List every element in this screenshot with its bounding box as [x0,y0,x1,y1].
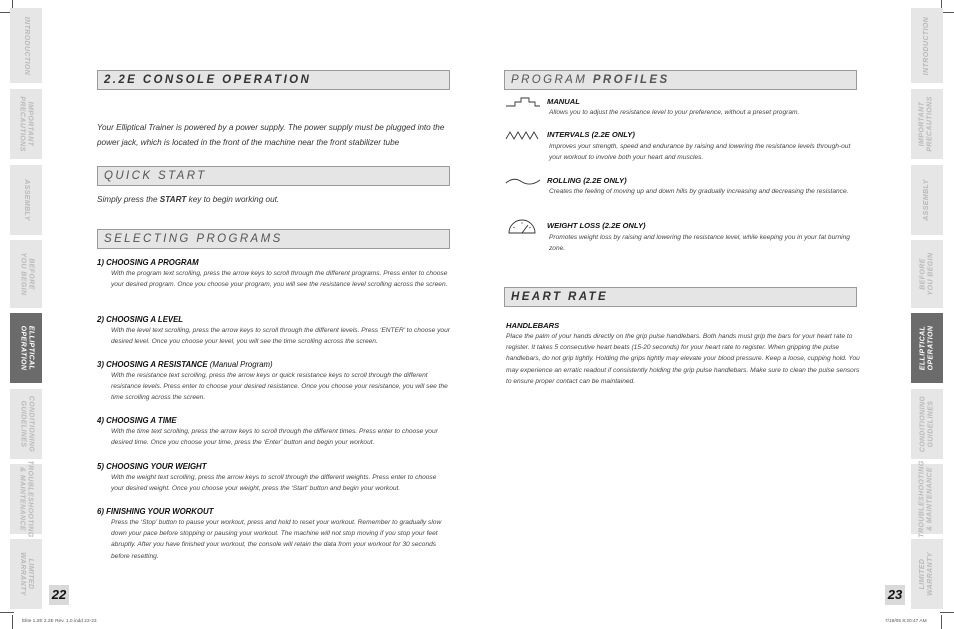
tab-label: LIMITED WARRANTY [919,552,934,596]
step-body-choosing-level: With the level text scrolling, press the arrow keys to scroll through the different levels. Press ‘ENTER’ to choose your desired level. Once you choose your level, you will see the time scrolling across the screen. [111,327,450,346]
tab-label: IMPORTANT PRECAUTIONS [19,96,35,152]
step-title-choosing-time: 4) CHOOSING A TIME [97,416,177,425]
profile-title-rolling: ROLLING (2.2E ONLY) [547,176,627,185]
left-tab-limited-warranty[interactable] [10,539,42,609]
tab-label: TROUBLESHOOTING & MAINTENANCE [919,460,935,538]
section-title-quick-start: QUICK START [97,166,450,186]
tab-label: ELLIPTICAL OPERATION [19,325,35,371]
start-key-label: START [159,195,187,204]
crop-mark [12,615,13,629]
step-title-choosing-level: 2) CHOOSING A LEVEL [97,315,184,324]
section-title-program-profiles [504,70,857,90]
tab-label: CONDITIONING GUIDELINES [19,395,34,453]
crop-mark [940,612,954,613]
step-title-finishing-workout: 6) FINISHING YOUR WORKOUT [97,507,214,516]
footer-file-info: Elite 1.2E 2.2E Rev. 1.0.indd 22-23 [22,619,97,624]
step-title-text: 3) CHOOSING A RESISTANCE [97,360,208,369]
right-tab-elliptical-operation[interactable] [911,313,943,383]
left-tab-introduction[interactable] [10,8,42,83]
step-title-choosing-weight: 5) CHOOSING YOUR WEIGHT [97,462,207,471]
heart-rate-body: Place the palm of your hands directly on the grip pulse handlebars. Both hands must grip the bars for your heart rate to register. It takes 5 consecutive heart beats (15-20 seconds) for your heart rate to register. When gripping the pulse handlebars, do not grip tightly. Holding the grips tightly may elevate your blood pressure. Keep a loose, cupping hold. You may experience an erratic readout if consistently holding the grip pulse handlebars. Make sure to clean the pulse sensors to ensure proper contact can be maintained. [506,333,860,385]
profile-title-manual: MANUAL [547,97,580,106]
left-tab-before-you-begin[interactable] [10,240,42,308]
tab-label: INTRODUCTION [23,16,30,75]
step-title-choosing-program: 1) CHOOSING A PROGRAM [97,258,199,267]
right-tab-introduction[interactable] [911,8,943,83]
rolling-profile-icon [505,175,541,187]
quick-start-text-before: Simply press the [97,195,160,204]
crop-mark [941,615,942,629]
right-tab-before-you-begin[interactable] [911,240,943,308]
program-profiles-title-bold: PROFILES [592,74,670,86]
heart-rate-subtitle-handlebars: HANDLEBARS [506,321,560,330]
step-body-finishing-workout: Press the ‘Stop’ button to pause your workout, press and hold to reset your workout. Remember to gradually slow down your pace before stopping or pausing your workout. The machine will not stop moving if you stop your feet abruptly. After you have finished your workout, the console will retain the data from your workout for 30 seconds before resetting. [111,519,442,560]
tab-label: ASSEMBLY [923,179,931,221]
intro-paragraph: Your Elliptical Trainer is powered by a power supply. The power supply must be plugged into the power jack, which is located in the front of the machine near the front stabilizer tube [97,123,445,147]
right-tab-assembly[interactable] [911,165,943,235]
left-tab-conditioning-guidelines[interactable] [10,389,42,459]
profile-body-weight-loss: Promotes weight loss by raising and lowering the resistance level, while keeping you in your fat burning zone. [549,234,850,253]
tab-label: ELLIPTICAL OPERATION [919,325,935,371]
page-number-right: 23 [885,585,905,605]
page-number-left: 22 [49,585,69,605]
quick-start-text [97,192,447,207]
right-tab-troubleshooting-maintenance[interactable] [911,460,943,538]
right-tab-limited-warranty[interactable] [911,539,943,609]
step-body-choosing-resistance: With the resistance text scrolling, press the arrow keys or quick resistance keys to scroll through the different resistance levels. Press enter to choose your desired resistance. Once you choose your resistance, you will see the time scrolling across the screen. [111,372,448,402]
right-tab-important-precautions[interactable] [911,89,943,159]
tab-label: INTRODUCTION [923,16,930,75]
section-title-heart-rate: HEART RATE [504,287,857,307]
crop-mark [0,612,14,613]
section-title-console-operation: 2.2E CONSOLE OPERATION [97,70,450,90]
step-body-choosing-weight: With the weight text scrolling, press the arrow keys to scroll through the different weights. Press enter to choose your desired weight. Once you choose your weight, press the ‘Start’ button and begin your workout. [111,474,437,493]
right-tab-conditioning-guidelines[interactable] [911,389,943,459]
profile-title-intervals: INTERVALS (2.2E ONLY) [547,130,635,139]
tab-label: BEFORE YOU BEGIN [919,252,935,296]
profile-body-manual: Allows you to adjust the resistance level to your preference, without a preset program. [549,109,800,116]
step-body-choosing-time: With the time text scrolling, press the arrow keys to scroll through the different times. Press enter to choose your desired time. Once you choose your time, press the ‘Enter’ button and begin your workout. [111,428,438,447]
section-title-selecting-programs: SELECTING PROGRAMS [97,229,450,249]
step-title-choosing-resistance [97,360,273,369]
program-profiles-title-light: PROGRAM [511,74,593,86]
tab-label: ASSEMBLY [23,179,31,221]
weight-loss-gauge-icon [507,219,537,235]
left-tab-assembly[interactable] [10,165,42,235]
profile-body-rolling: Creates the feeling of moving up and down hills by gradually increasing and decreasing the resistance. [549,188,849,195]
tab-label: BEFORE YOU BEGIN [19,252,35,296]
step-body-choosing-program: With the program text scrolling, press the arrow keys to scroll through the different programs. Press enter to choose your desired program. Once you choose your program, you will see the resistance level scrolling across the screen. [111,270,448,289]
profile-body-intervals: Improves your strength, speed and endurance by raising and lowering the resistance levels through-out your workout to involve both your heart and muscles. [549,143,851,162]
tab-label: LIMITED WARRANTY [19,552,34,596]
left-tab-elliptical-operation[interactable] [10,313,42,383]
left-tab-troubleshooting-maintenance[interactable] [10,460,42,538]
manual-profile-icon [505,96,541,108]
quick-start-text-after: key to begin working out. [186,195,280,204]
tab-label: CONDITIONING GUIDELINES [919,395,934,453]
intervals-profile-icon [505,129,541,141]
footer-date: 7/19/05 8:20:47 AM [885,619,927,624]
tab-label: TROUBLESHOOTING & MAINTENANCE [19,460,35,538]
tab-label: IMPORTANT PRECAUTIONS [919,96,935,152]
step-title-note: (Manual Program) [209,360,273,369]
left-tab-important-precautions[interactable] [10,89,42,159]
profile-title-weight-loss: WEIGHT LOSS (2.2E ONLY) [547,221,646,230]
